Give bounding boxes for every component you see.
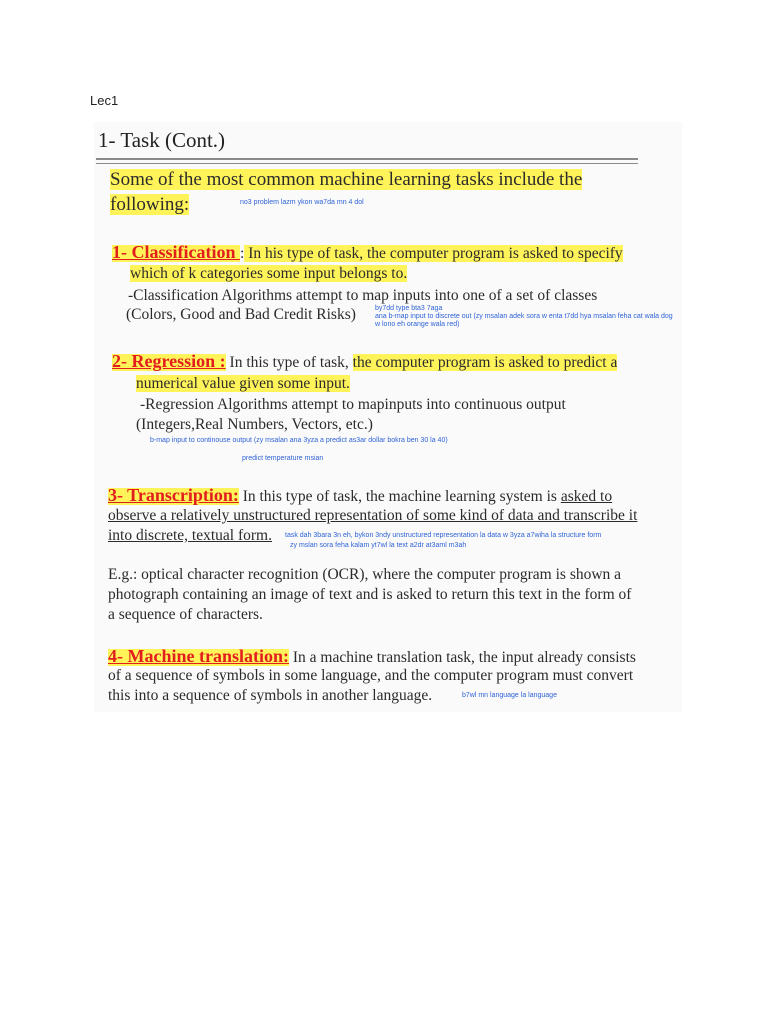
transcription-example-2: photograph containing an image of text and is asked to return this text in the form of <box>108 586 632 603</box>
regression-line-4: (Integers,Real Numbers, Vectors, etc.) <box>136 416 373 433</box>
classification-line-3: -Classification Algorithms attempt to map inputs into one of a set of classes <box>128 287 598 304</box>
translation-line-3: this into a sequence of symbols in another language. <box>108 687 433 704</box>
title-divider <box>96 158 638 160</box>
note-regression-b: predict temperature msian <box>242 455 324 462</box>
regression-heading: 2- Regression : <box>112 351 226 371</box>
note-transcription-b: zy mslan sora feha kalam yt7wl la text a2dr at3aml m3ah <box>290 542 467 549</box>
note-classification-b: ana b-map input to discrete out (zy msalan adek sora w enta t7dd hya msalan feha cat wala dog <box>375 313 673 320</box>
note-translation: b7wl mn language la language <box>462 692 557 699</box>
transcription-line-1: 3- Transcription: In this type of task, the machine learning system is asked to <box>108 485 613 505</box>
intro-line-1: Some of the most common machine learning tasks include the <box>110 169 583 190</box>
note-intro: no3 problem lazm ykon wa7da mn 4 dol <box>240 199 364 206</box>
regression-line-2: numerical value given some input. <box>136 375 350 392</box>
transcription-heading: 3- Transcription: <box>108 485 239 505</box>
transcription-example-3: a sequence of characters. <box>108 606 263 623</box>
title-divider-thin <box>96 163 638 164</box>
transcription-line-2: observe a relatively unstructured representation of some kind of data and transcribe it <box>108 507 638 524</box>
note-classification-a: by7dd type bta3 7aga <box>375 305 443 312</box>
transcription-example-1: E.g.: optical character recognition (OCR), where the computer program is shown a <box>108 566 622 583</box>
translation-line-2: of a sequence of symbols in some language, and the computer program must convert <box>108 667 634 684</box>
transcription-line-3: into discrete, textual form. <box>108 527 272 544</box>
classification-line-2: which of k categories some input belongs to. <box>130 265 408 282</box>
intro-line-2: following: <box>110 194 190 215</box>
slide-title: 1- Task (Cont.) <box>98 128 226 152</box>
classification-line-4: (Colors, Good and Bad Credit Risks) <box>126 306 356 323</box>
regression-line-1: 2- Regression : In this type of task, the computer program is asked to predict a <box>112 351 618 371</box>
classification-line-1: 1- Classification : In his type of task, the computer program is asked to specify <box>112 242 623 262</box>
note-regression-a: b-map input to continouse output (zy msalan ana 3yza a predict as3ar dollar bokra ben 30 la 40) <box>150 437 448 444</box>
document-label: Lec1 <box>90 93 119 108</box>
regression-line-3: -Regression Algorithms attempt to mapinputs into continuous output <box>140 396 566 413</box>
translation-line-1: 4- Machine translation: In a machine translation task, the input already consists <box>108 646 636 666</box>
translation-heading: 4- Machine translation: <box>108 646 289 666</box>
note-classification-c: w lono eh orange wala red) <box>375 321 460 328</box>
classification-heading: 1- Classification <box>112 242 240 262</box>
note-transcription-a: task dah 3bara 3n eh, bykon 3ndy unstructured representation la data w 3yza a7wiha la structure form <box>285 532 602 539</box>
